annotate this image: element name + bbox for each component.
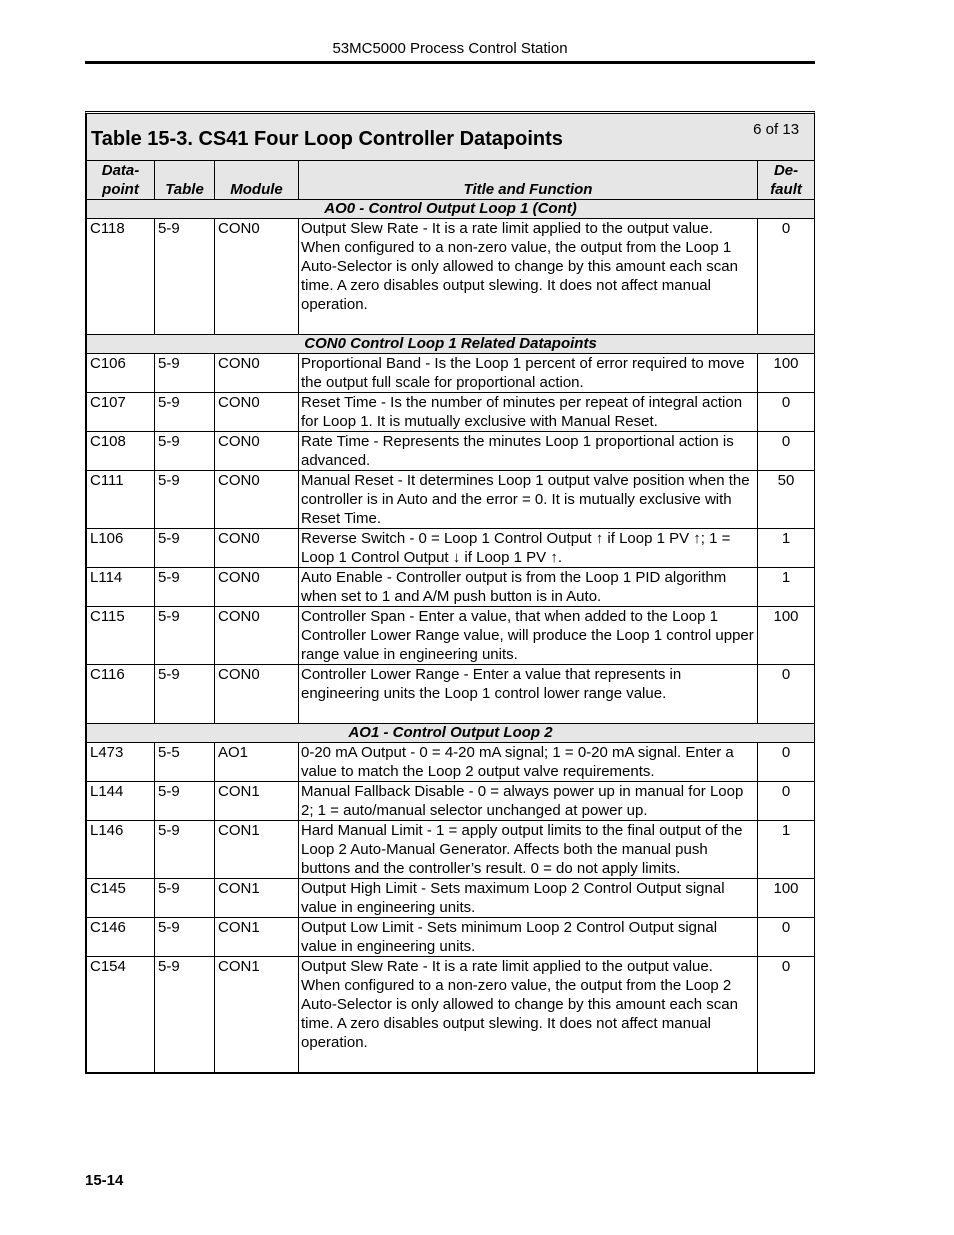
column-header-default: De- fault	[758, 161, 815, 200]
cell-table: 5-9	[155, 393, 215, 432]
datapoints-table-container	[85, 111, 815, 1074]
cell-module: CON0	[215, 393, 299, 432]
cell-datapoint: C145	[87, 879, 155, 918]
table-page-indicator: 6 of 13	[753, 120, 800, 138]
cell-datapoint: C108	[87, 432, 155, 471]
table-row	[87, 354, 815, 393]
cell-module: CON1	[215, 879, 299, 918]
cell-default: 100	[758, 354, 815, 393]
header-rule	[85, 61, 815, 64]
cell-datapoint: C115	[87, 607, 155, 665]
cell-module: AO1	[215, 743, 299, 782]
cell-table: 5-9	[155, 782, 215, 821]
cell-table: 5-9	[155, 957, 215, 1073]
cell-module: CON0	[215, 529, 299, 568]
cell-default: 100	[758, 607, 815, 665]
table-row	[87, 957, 815, 1073]
cell-table: 5-9	[155, 354, 215, 393]
cell-table: 5-9	[155, 432, 215, 471]
cell-function: Output Low Limit - Sets minimum Loop 2 Control Output signal value in engineering units.	[299, 918, 758, 957]
section-heading: AO0 - Control Output Loop 1 (Cont)	[87, 200, 815, 219]
cell-default: 1	[758, 568, 815, 607]
cell-datapoint: L144	[87, 782, 155, 821]
cell-module: CON0	[215, 219, 299, 335]
cell-module: CON0	[215, 432, 299, 471]
cell-table: 5-9	[155, 821, 215, 879]
cell-default: 1	[758, 821, 815, 879]
table-row	[87, 607, 815, 665]
column-header-row	[87, 161, 815, 200]
cell-datapoint: C116	[87, 665, 155, 724]
cell-module: CON0	[215, 354, 299, 393]
cell-module: CON0	[215, 607, 299, 665]
cell-function: Controller Span - Enter a value, that when added to the Loop 1 Controller Lower Range value, will produce the Loop 1 control upper range value in engineering units.	[299, 607, 758, 665]
column-header-table: Table	[155, 161, 215, 200]
cell-module: CON0	[215, 568, 299, 607]
page-header: 53MC5000 Process Control Station	[332, 40, 568, 57]
cell-table: 5-9	[155, 665, 215, 724]
cell-default: 0	[758, 918, 815, 957]
cell-table: 5-9	[155, 471, 215, 529]
cell-table: 5-9	[155, 918, 215, 957]
table-row	[87, 219, 815, 335]
cell-table: 5-9	[155, 568, 215, 607]
cell-function: Manual Fallback Disable - 0 = always power up in manual for Loop 2; 1 = auto/manual selector unchanged at power up.	[299, 782, 758, 821]
cell-module: CON1	[215, 821, 299, 879]
table-row	[87, 568, 815, 607]
section-heading: CON0 Control Loop 1 Related Datapoints	[87, 335, 815, 354]
cell-module: CON0	[215, 471, 299, 529]
column-header-module: Module	[215, 161, 299, 200]
cell-module: CON1	[215, 957, 299, 1073]
cell-function: Auto Enable - Controller output is from the Loop 1 PID algorithm when set to 1 and A/M push button is in Auto.	[299, 568, 758, 607]
column-header-title-function: Title and Function	[299, 161, 758, 200]
table-row	[87, 529, 815, 568]
cell-module: CON0	[215, 665, 299, 724]
cell-datapoint: L146	[87, 821, 155, 879]
cell-table: 5-9	[155, 529, 215, 568]
column-header-datapoint: Data- point	[87, 161, 155, 200]
section-heading-row	[87, 335, 815, 354]
cell-function: 0-20 mA Output - 0 = 4-20 mA signal; 1 = 0-20 mA signal. Enter a value to match the Loop 2 output valve requirements.	[299, 743, 758, 782]
cell-default: 0	[758, 393, 815, 432]
cell-default: 0	[758, 957, 815, 1073]
cell-datapoint: L106	[87, 529, 155, 568]
cell-default: 0	[758, 665, 815, 724]
table-row	[87, 432, 815, 471]
cell-datapoint: L473	[87, 743, 155, 782]
cell-default: 0	[758, 432, 815, 471]
table-row	[87, 879, 815, 918]
cell-default: 100	[758, 879, 815, 918]
page-number: 15-14	[85, 1172, 124, 1189]
cell-table: 5-9	[155, 219, 215, 335]
cell-function: Reverse Switch - 0 = Loop 1 Control Output ↑ if Loop 1 PV ↑; 1 = Loop 1 Control Output ↓ if Loop 1 PV ↑.	[299, 529, 758, 568]
cell-function: Output Slew Rate - It is a rate limit applied to the output value. When configured to a non-zero value, the output from the Loop 1 Auto-Selector is only allowed to change by this amount each scan time. A zero disables output slewing. It does not affect manual operation.	[299, 219, 758, 335]
cell-default: 0	[758, 219, 815, 335]
cell-table: 5-5	[155, 743, 215, 782]
cell-function: Output High Limit - Sets maximum Loop 2 Control Output signal value in engineering units.	[299, 879, 758, 918]
table-title-row	[87, 114, 815, 161]
cell-default: 0	[758, 743, 815, 782]
cell-datapoint: C106	[87, 354, 155, 393]
table-row	[87, 782, 815, 821]
cell-default: 1	[758, 529, 815, 568]
cell-default: 0	[758, 782, 815, 821]
section-heading: AO1 - Control Output Loop 2	[87, 724, 815, 743]
table-title: Table 15-3. CS41 Four Loop Controller Datapoints	[91, 127, 563, 150]
section-heading-row	[87, 200, 815, 219]
cell-function: Proportional Band - Is the Loop 1 percent of error required to move the output full scale for proportional action.	[299, 354, 758, 393]
cell-table: 5-9	[155, 879, 215, 918]
table-row	[87, 471, 815, 529]
cell-function: Reset Time - Is the number of minutes per repeat of integral action for Loop 1. It is mutually exclusive with Manual Reset.	[299, 393, 758, 432]
cell-function: Manual Reset - It determines Loop 1 output valve position when the controller is in Auto and the error = 0. It is mutually exclusive with Reset Time.	[299, 471, 758, 529]
cell-default: 50	[758, 471, 815, 529]
section-heading-row	[87, 724, 815, 743]
cell-function: Hard Manual Limit - 1 = apply output limits to the final output of the Loop 2 Auto-Manual Generator. Affects both the manual push buttons and the controller’s result. 0 = do not apply limits.	[299, 821, 758, 879]
table-row	[87, 821, 815, 879]
datapoints-table	[86, 114, 815, 1073]
table-row	[87, 665, 815, 724]
cell-datapoint: C146	[87, 918, 155, 957]
cell-datapoint: C118	[87, 219, 155, 335]
table-row	[87, 743, 815, 782]
cell-datapoint: L114	[87, 568, 155, 607]
cell-datapoint: C107	[87, 393, 155, 432]
cell-module: CON1	[215, 918, 299, 957]
table-row	[87, 393, 815, 432]
cell-table: 5-9	[155, 607, 215, 665]
cell-function: Rate Time - Represents the minutes Loop 1 proportional action is advanced.	[299, 432, 758, 471]
cell-module: CON1	[215, 782, 299, 821]
cell-datapoint: C154	[87, 957, 155, 1073]
table-row	[87, 918, 815, 957]
cell-datapoint: C111	[87, 471, 155, 529]
cell-function: Output Slew Rate - It is a rate limit applied to the output value. When configured to a non-zero value, the output from the Loop 2 Auto-Selector is only allowed to change by this amount each scan time. A zero disables output slewing. It does not affect manual operation.	[299, 957, 758, 1073]
cell-function: Controller Lower Range - Enter a value that represents in engineering units the Loop 1 control lower range value.	[299, 665, 758, 724]
